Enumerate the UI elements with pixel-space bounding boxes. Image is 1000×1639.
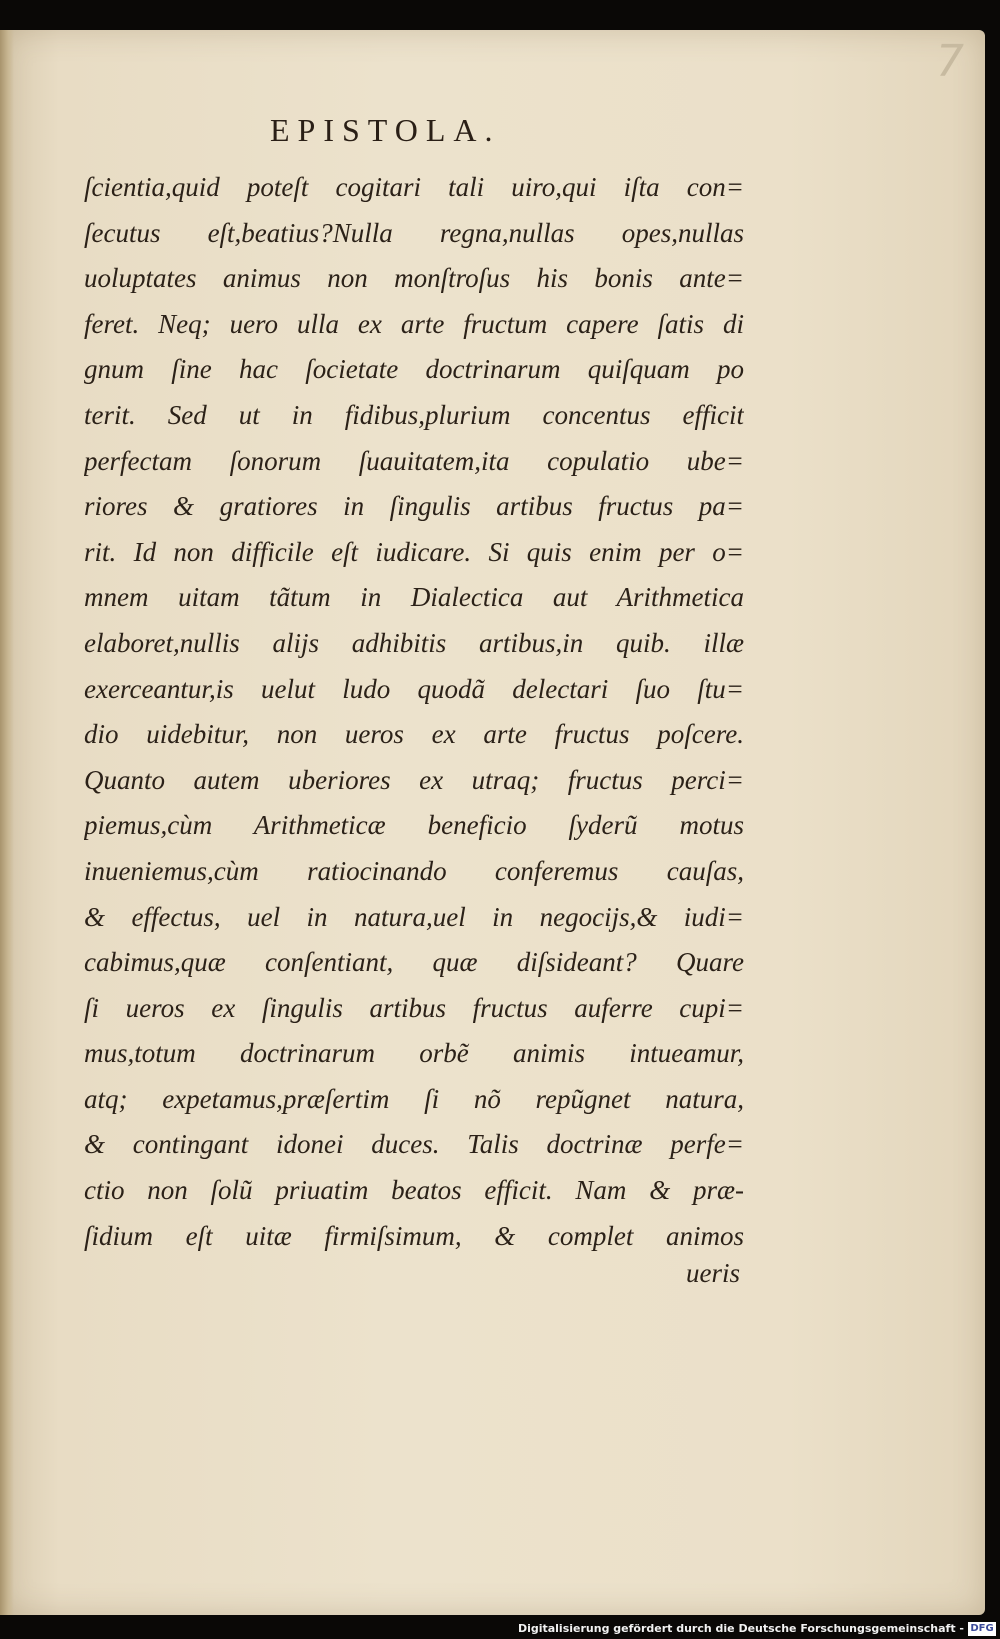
text-line: mus,totum doctrinarum orbẽ animis intueamur,	[84, 1038, 744, 1069]
text-line: ſecutus eſt,beatius?Nulla regna,nullas opes,nullas	[84, 217, 744, 248]
text-line: & contingant idonei duces. Talis doctrinæ perfe=	[84, 1129, 744, 1160]
text-line: & effectus, uel in natura,uel in negocijs,& iudi=	[84, 901, 744, 932]
text-line: ſcientia,quid poteſt cogitari tali uiro,qui iſta con=	[84, 172, 744, 202]
text-line: uoluptates animus non monſtroſus his bonis ante=	[84, 263, 744, 294]
text-line: ſidium eſt uitæ firmiſsimum, & complet animos	[84, 1220, 744, 1251]
running-head: EPISTOLA.	[270, 112, 501, 148]
text-line: elaboret,nullis alijs adhibitis artibus,in quib. illæ	[84, 627, 744, 658]
text-line: atq; expetamus,præſertim ſi nõ repũgnet natura,	[84, 1083, 744, 1114]
text-line: ctio non ſolũ priuatim beatos efficit. Nam & præ-	[84, 1175, 744, 1206]
text-line: riores & gratiores in ſingulis artibus fructus pa=	[84, 491, 744, 522]
text-line: ſi ueros ex ſingulis artibus fructus auferre cupi=	[84, 992, 744, 1023]
folio-mark: 7	[936, 36, 964, 87]
text-line: Quanto autem uberiores ex utraq; fructus perci=	[84, 764, 744, 795]
text-line: gnum ſine hac ſocietate doctrinarum quiſquam po	[84, 354, 744, 385]
text-line: exerceantur,is uelut ludo quodã delectari ſuo ſtu=	[84, 673, 744, 704]
page-gutter-shadow	[0, 30, 14, 1615]
dfg-logo: DFG	[968, 1622, 996, 1636]
text-line: dio uidebitur, non ueros ex arte fructus poſcere.	[84, 719, 744, 750]
body-text	[84, 165, 744, 1259]
text-line: rit. Id non difficile eſt iudicare. Si quis enim per o=	[84, 536, 744, 567]
text-line: piemus,cùm Arithmeticæ beneficio ſyderũ motus	[84, 810, 744, 841]
text-line: terit. Sed ut in fidibus,plurium concentus efficit	[84, 399, 744, 430]
catchword: ueris	[686, 1258, 740, 1288]
funding-credit: Digitalisierung gefördert durch die Deutsche Forschungsgemeinschaft -	[517, 1622, 964, 1635]
text-line: perfectam ſonorum ſuauitatem,ita copulatio ube=	[84, 445, 744, 476]
text-line: feret. Neq; uero ulla ex arte fructum capere ſatis di	[84, 308, 744, 339]
text-line: mnem uitam tãtum in Dialectica aut Arithmetica	[84, 582, 744, 613]
text-line: inueniemus,cùm ratiocinando conferemus cauſas,	[84, 855, 744, 886]
text-line: cabimus,quæ conſentiant, quæ diſsideant? Quare	[84, 947, 744, 978]
